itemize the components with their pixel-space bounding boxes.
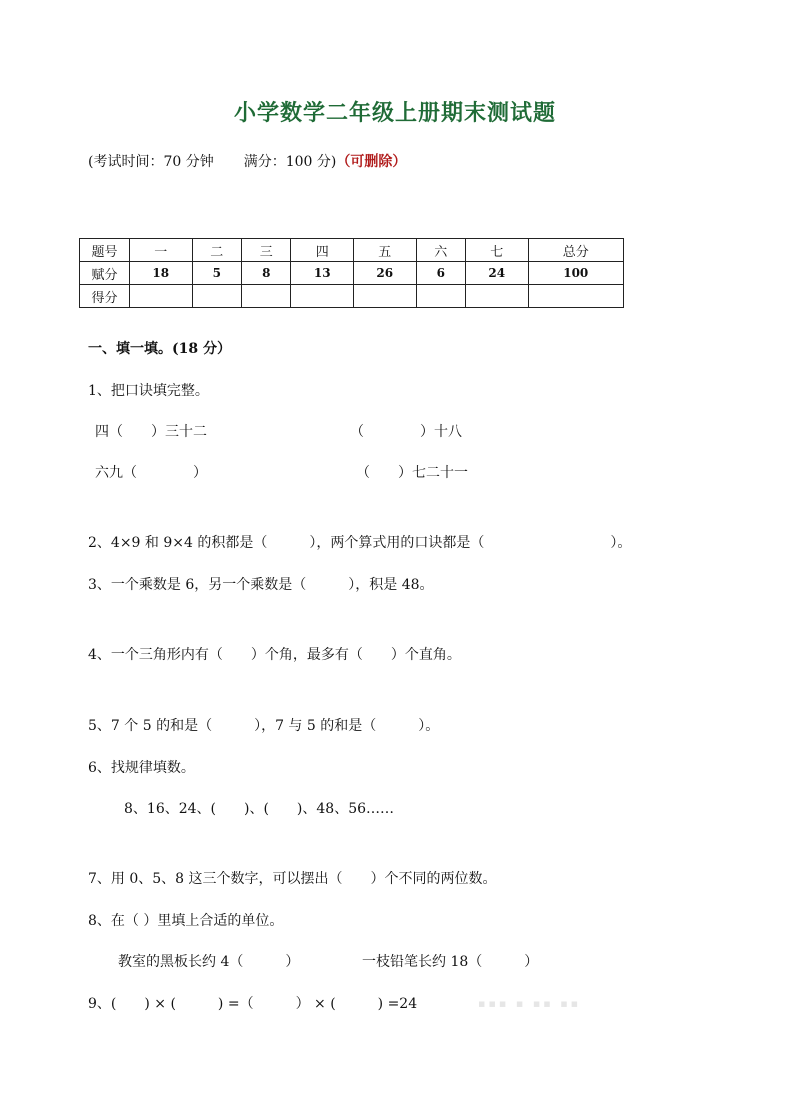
- exam-title: 小学数学二年级上册期末测试题: [233, 100, 556, 126]
- question-9: 9、( ) × ( ) =（ ） × ( ) =24: [88, 996, 418, 1012]
- question-3: 3、一个乘数是 6，另一个乘数是（ ），积是 48。: [88, 577, 434, 593]
- exam-meta: [88, 151, 406, 171]
- header-cell: 六: [416, 239, 465, 262]
- removable-note: （可删除）: [336, 154, 407, 170]
- score-input-cell[interactable]: [528, 285, 623, 308]
- question-1-item: （ ）七二十一: [356, 465, 468, 481]
- points-cell: 13: [291, 262, 354, 285]
- points-cell: 100: [528, 262, 623, 285]
- question-1-item: 六九（ ）: [95, 465, 207, 481]
- header-cell: 总分: [528, 239, 623, 262]
- header-cell: 题号: [80, 239, 130, 262]
- question-6: 6、找规律填数。: [88, 760, 195, 776]
- points-label: 赋分: [80, 262, 130, 285]
- question-8: 8、在（ ）里填上合适的单位。: [88, 913, 284, 929]
- section-title: 一、填一填。(18 分）: [88, 341, 231, 357]
- question-8-item: 教室的黑板长约 4（ ）: [118, 954, 300, 970]
- points-cell: 18: [130, 262, 193, 285]
- points-cell: 24: [466, 262, 529, 285]
- header-cell: 二: [192, 239, 241, 262]
- question-1: 1、把口诀填完整。: [88, 383, 209, 399]
- score-input-cell[interactable]: [291, 285, 354, 308]
- scored-label: 得分: [80, 285, 130, 308]
- points-cell: 26: [354, 262, 417, 285]
- question-7: 7、用 0、5、8 这三个数字，可以摆出（ ）个不同的两位数。: [88, 871, 497, 887]
- score-input-cell[interactable]: [192, 285, 241, 308]
- watermark: ▪▪▪ ▪ ▪▪ ▪▪: [478, 997, 582, 1010]
- score-table-header-row: [80, 239, 624, 262]
- score-table-scored-row: [80, 285, 624, 308]
- header-cell: 五: [354, 239, 417, 262]
- question-4: 4、一个三角形内有（ ）个角，最多有（ ）个直角。: [88, 647, 461, 663]
- question-5: 5、7 个 5 的和是（ ），7 与 5 的和是（ ）。: [88, 718, 440, 734]
- score-input-cell[interactable]: [242, 285, 291, 308]
- header-cell: 一: [130, 239, 193, 262]
- points-cell: 5: [192, 262, 241, 285]
- header-cell: 四: [291, 239, 354, 262]
- score-table: [79, 238, 624, 308]
- score-input-cell[interactable]: [466, 285, 529, 308]
- question-8-item: 一枝铅笔长约 18（ ）: [362, 954, 539, 970]
- question-6-sequence: 8、16、24、( )、( )、48、56……: [124, 801, 395, 817]
- header-cell: 三: [242, 239, 291, 262]
- points-cell: 8: [242, 262, 291, 285]
- points-cell: 6: [416, 262, 465, 285]
- score-input-cell[interactable]: [130, 285, 193, 308]
- question-1-item: （ ）十八: [350, 424, 462, 440]
- header-cell: 七: [466, 239, 529, 262]
- score-table-points-row: [80, 262, 624, 285]
- question-2: 2、4×9 和 9×4 的积都是（ ），两个算式用的口诀都是（ ）。: [88, 535, 632, 551]
- exam-full-score: 满分：100 分): [243, 154, 337, 170]
- score-input-cell[interactable]: [416, 285, 465, 308]
- exam-time: (考试时间：70 分钟: [88, 154, 214, 170]
- score-input-cell[interactable]: [354, 285, 417, 308]
- question-1-item: 四（ ）三十二: [95, 424, 207, 440]
